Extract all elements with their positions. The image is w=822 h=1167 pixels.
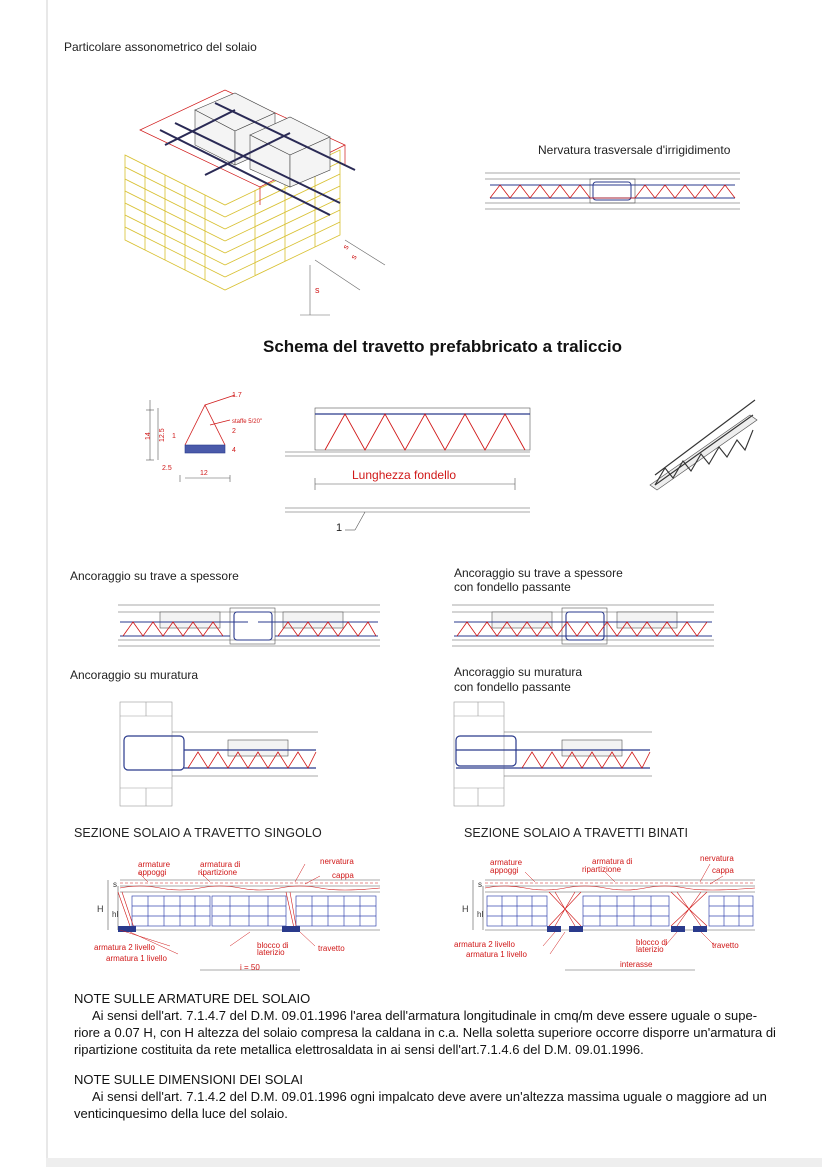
single-armature-label-2: appoggi xyxy=(138,868,167,877)
double-ripartizione-label-2: ripartizione xyxy=(582,865,622,874)
dim-12: 12 xyxy=(200,470,208,477)
single-blocco-label-2: laterizio xyxy=(257,948,285,957)
anchor-wall-pass-caption-2: con fondello passante xyxy=(454,680,571,694)
notes-armature-line-1: Ai sensi dell'art. 7.1.4.7 del D.M. 09.01.1996 l'area dell'armatura longitudinale in cmq/m deve essere uguale o supe- xyxy=(92,1008,758,1023)
dim-2-5: 2.5 xyxy=(162,465,172,472)
double-armature-label-2: appoggi xyxy=(490,866,519,875)
notes-dimensioni-body xyxy=(74,1088,822,1122)
dim-1: 1 xyxy=(172,433,176,440)
anchor-wall-pass-caption-1: Ancoraggio su muratura xyxy=(454,665,583,679)
main-title: Schema del travetto prefabbricato a traliccio xyxy=(263,337,623,356)
axo-dim-s: s xyxy=(315,285,320,295)
axonometric-caption: Particolare assonometrico del solaio xyxy=(64,40,257,54)
axo-dim-s2: s xyxy=(348,253,359,261)
single-H-label: H xyxy=(97,904,104,914)
double-travetto-label: travetto xyxy=(712,941,739,950)
anchor-beam-drawing xyxy=(118,600,380,650)
single-s-label: s xyxy=(113,880,117,889)
bottom-length-label: Lunghezza fondello xyxy=(352,468,457,482)
single-travetto-label: travetto xyxy=(318,944,345,953)
anchor-wall-drawing xyxy=(118,700,318,808)
transverse-rib-drawing xyxy=(485,165,740,215)
notes-armature-line-2: riore a 0.07 H, con H altezza del solaio compresa la caldana in c.a. Nella soletta superiore occorre disporre un'armatura di xyxy=(74,1025,776,1040)
anchor-beam-pass-caption-2: con fondello passante xyxy=(454,580,571,594)
dim-4: 4 xyxy=(232,447,236,454)
section-double-title: SEZIONE SOLAIO A TRAVETTI BINATI xyxy=(464,826,689,840)
double-arm2-label: armatura 2 livello xyxy=(454,940,515,949)
double-arm1-label: armatura 1 livello xyxy=(466,950,527,959)
transverse-rib-caption: Nervatura trasversale d'irrigidimento xyxy=(538,143,731,157)
double-blocco-label-1: blocco di xyxy=(636,938,668,947)
page-fold-edge xyxy=(46,0,48,1167)
axonometric-drawing xyxy=(115,75,395,335)
stirrups-label: staffe 5/20" xyxy=(232,419,263,425)
double-hl-label: hl xyxy=(477,910,484,919)
double-blocco-label-2: laterizio xyxy=(636,945,664,954)
anchor-beam-caption: Ancoraggio su trave a spessore xyxy=(70,569,239,583)
single-cappa-label: cappa xyxy=(332,871,354,880)
double-cappa-label: cappa xyxy=(712,866,734,875)
dim-1-7: 1.7 xyxy=(232,392,242,399)
page-bottom-edge xyxy=(46,1158,822,1167)
axo-dim-s1: s xyxy=(340,243,351,251)
truss-3d-view xyxy=(645,390,760,500)
double-H-label: H xyxy=(462,904,469,914)
single-ripartizione-label-2: ripartizione xyxy=(198,868,238,877)
double-interasse-label: interasse xyxy=(620,960,653,969)
double-armature-label-1: armature xyxy=(490,858,523,867)
single-nervatura-label: nervatura xyxy=(320,857,354,866)
double-nervatura-label: nervatura xyxy=(700,854,734,863)
single-arm1-label: armatura 1 livello xyxy=(106,954,167,963)
section-single-title: SEZIONE SOLAIO A TRAVETTO SINGOLO xyxy=(74,826,322,840)
single-ripartizione-label-1: armatura di xyxy=(200,860,241,869)
single-blocco-label-1: blocco di xyxy=(257,941,289,950)
single-armature-label-1: armature xyxy=(138,860,171,869)
anchor-wall-pass-drawing xyxy=(452,700,652,808)
notes-dimensioni-line-1: Ai sensi dell'art. 7.1.4.2 del D.M. 09.01.1996 ogni impalcato deve avere un'altezza massima uguale o maggiore ad un xyxy=(92,1089,767,1104)
notes-dimensioni-title: NOTE SULLE DIMENSIONI DEI SOLAI xyxy=(74,1072,303,1087)
double-s-label: s xyxy=(478,880,482,889)
anchor-beam-pass-caption-1: Ancoraggio su trave a spessore xyxy=(454,566,623,580)
dim-14: 14 xyxy=(145,432,152,440)
single-hl-label: hl xyxy=(112,910,119,919)
notes-dimensioni-line-2: venticinquesimo della luce del solaio. xyxy=(74,1106,288,1121)
dim-2: 2 xyxy=(232,428,236,435)
bar-number: 1 xyxy=(336,522,343,534)
notes-armature-body xyxy=(74,1007,822,1058)
anchor-wall-caption: Ancoraggio su muratura xyxy=(70,668,199,682)
double-ripartizione-label-1: armatura di xyxy=(592,857,633,866)
truss-cross-section xyxy=(140,390,263,490)
dim-12-5: 12.5 xyxy=(159,428,166,442)
notes-armature-title: NOTE SULLE ARMATURE DEL SOLAIO xyxy=(74,991,311,1006)
anchor-beam-pass-drawing xyxy=(452,600,714,650)
notes-armature-line-3: ripartizione costituita da rete metallica elettrosaldata in ai sensi dell'art.7.1.4.6 del D.M. 09.01.1996. xyxy=(74,1042,644,1057)
single-interaxis-label: i = 50 xyxy=(240,963,260,972)
single-arm2-label: armatura 2 livello xyxy=(94,943,155,952)
